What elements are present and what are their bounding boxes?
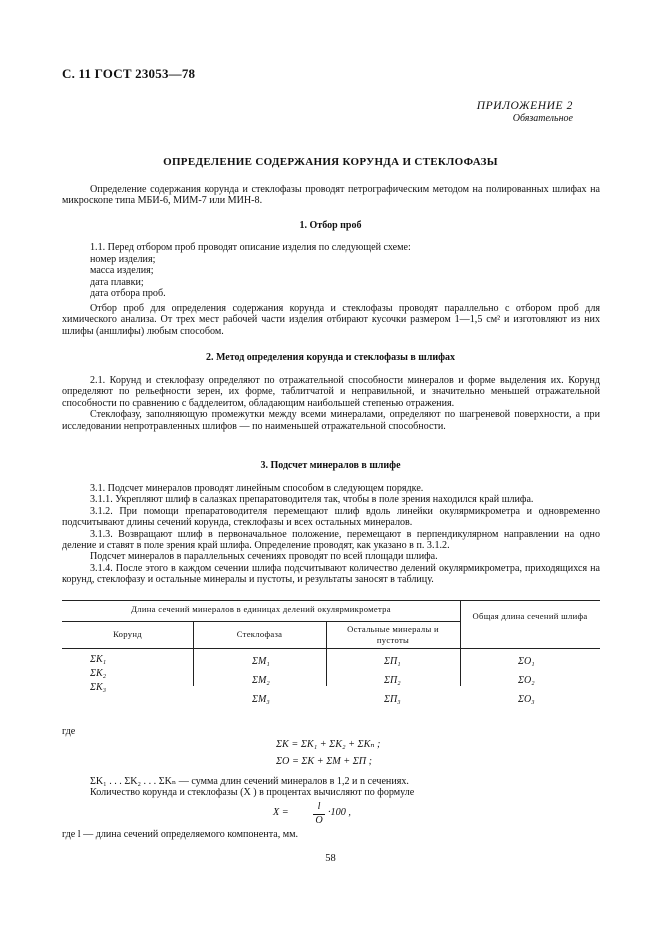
list-item: дата отбора проб. [90, 288, 166, 300]
description-list [90, 254, 166, 300]
table-cell: ΣO₂ [518, 675, 535, 686]
formula-denominator: O [315, 815, 323, 826]
document-header: С. 11 ГОСТ 23053—78 [62, 66, 196, 81]
section-1-text: 1.1. Перед отбором проб проводят описание изделия по следующей схеме: [90, 242, 411, 253]
table-cell: ΣM₂ [252, 675, 270, 686]
table-cell: ΣM₁ [252, 656, 270, 667]
table-cell: ΣK₁ [90, 654, 107, 665]
section-3-heading: 3. Подсчет минералов в шлифе [260, 460, 401, 471]
list-item: дата плавки; [90, 276, 144, 288]
results-table [62, 600, 600, 705]
section-1-sampling: Отбор проб для определения содержания корунда и стеклофазы проводят параллельно с отбором проб для химического анализа. От трех мест рабочей части изделия отбирают кусочки размером 1—1,5 см² и изготовляют из них шлифы (аншлифы) любым способом. [62, 303, 600, 337]
table-cell: ΣП₁ [384, 656, 401, 667]
section-3-text: 3.1. Подсчет минералов проводят линейным способом в следующем порядке. 3.1.1. Укрепляют шлиф в салазках препаратоводителя так, чтобы в поле зрения находился край шлифа. 3.1.2. При помощи препаратоводителя перемещают шлиф вдоль линейки окулярмикрометра и одновременно подсчитывают длины сечений корунда, стеклофазы и всех остальных минералов. 3.1.3. Возвращают шлиф в первоначальное положение, перемещают в перпендикулярном направлении на одно деление и ставят в поле зрения край шлифа. Определение проводят, как указано в п. 3.1.2. Подсчет минералов в параллельных сечениях проводят по всей площади шлифа. 3.1.4. После этого в каждом сечении шлифа подсчитывают количество делений окулярмикрометра, приходящихся на корунд, стеклофазу и остальные минералы и пустоты, и результаты заносят в таблицу. [62, 483, 600, 586]
column-header-total-length: Общая длина сечений шлифа [472, 611, 588, 621]
appendix-status: Обязательное [512, 113, 573, 124]
formula-rhs: ·100 , [328, 807, 351, 818]
table-group-header: Длина сечений минералов в единицах делений окулярмикрометра [131, 604, 391, 614]
section-1-heading: 1. Отбор проб [299, 220, 362, 231]
table-cell: ΣП₃ [384, 694, 401, 705]
appendix-title: ПРИЛОЖЕНИЕ 2 [476, 100, 573, 112]
page-number: 58 [325, 853, 336, 864]
column-header-corundum: Корунд [113, 629, 142, 639]
intro-paragraph: Определение содержания корунда и стеклофазы проводят петрографическим методом на полированных шлифах на микроскопе типа МБИ-6, МИМ-7 или МИН-8. [62, 184, 600, 207]
list-item: номер изделия; [90, 254, 156, 265]
where-label: где [62, 726, 76, 737]
table-cell: ΣK₃ [90, 682, 107, 693]
formula-numerator: l [317, 801, 321, 812]
formula-lhs: X = [273, 807, 289, 818]
table-cell: ΣO₁ [518, 656, 535, 667]
page-title: ОПРЕДЕЛЕНИЕ СОДЕРЖАНИЯ КОРУНДА И СТЕКЛОФАЗЫ [163, 156, 498, 168]
column-header-glass-phase: Стеклофаза [236, 629, 283, 639]
table-cell: ΣП₂ [384, 675, 401, 686]
l-definition: где l — длина сечений определяемого компонента, мм. [62, 829, 299, 840]
table-cell: ΣK₂ [90, 668, 107, 679]
sum-definition: ΣK₁ . . . ΣK₂ . . . ΣKₙ — сумма длин сечений минералов в 1,2 и n сечениях. Количество корунда и стеклофазы (X ) в процентах вычисляют по формуле [90, 776, 415, 799]
section-2-text: 2.1. Корунд и стеклофазу определяют по отражательной способности минералов и форме выделения их. Корунд определяют по рельефности зерен, их форме, таблитчатой и неправильной, и значительно меньшей отражательной способности по сравнению с бадделеитом, обладающим наибольшей степенью отражения. Стеклофазу, заполняющую промежутки между всеми минералами, определяют по шагреневой поверхности, а при исследовании непротравленных шлифов — по наименьшей отражательной способности. [62, 375, 600, 432]
appendix-label [477, 100, 573, 124]
list-item: масса изделия; [90, 265, 154, 277]
formula-sum-k: ΣK = ΣK₁ + ΣK₂ + ΣKₙ ; [276, 739, 381, 750]
formula-sum-o: ΣO = ΣK + ΣM + ΣП ; [276, 756, 373, 767]
formula-percentage [273, 801, 413, 829]
table-cell: ΣO₃ [518, 694, 535, 705]
table-cell: ΣM₃ [252, 694, 270, 705]
section-2-heading: 2. Метод определения корунда и стеклофазы в шлифах [205, 352, 456, 363]
column-header-other-minerals: Остальные минералы и пустоты [347, 624, 439, 645]
